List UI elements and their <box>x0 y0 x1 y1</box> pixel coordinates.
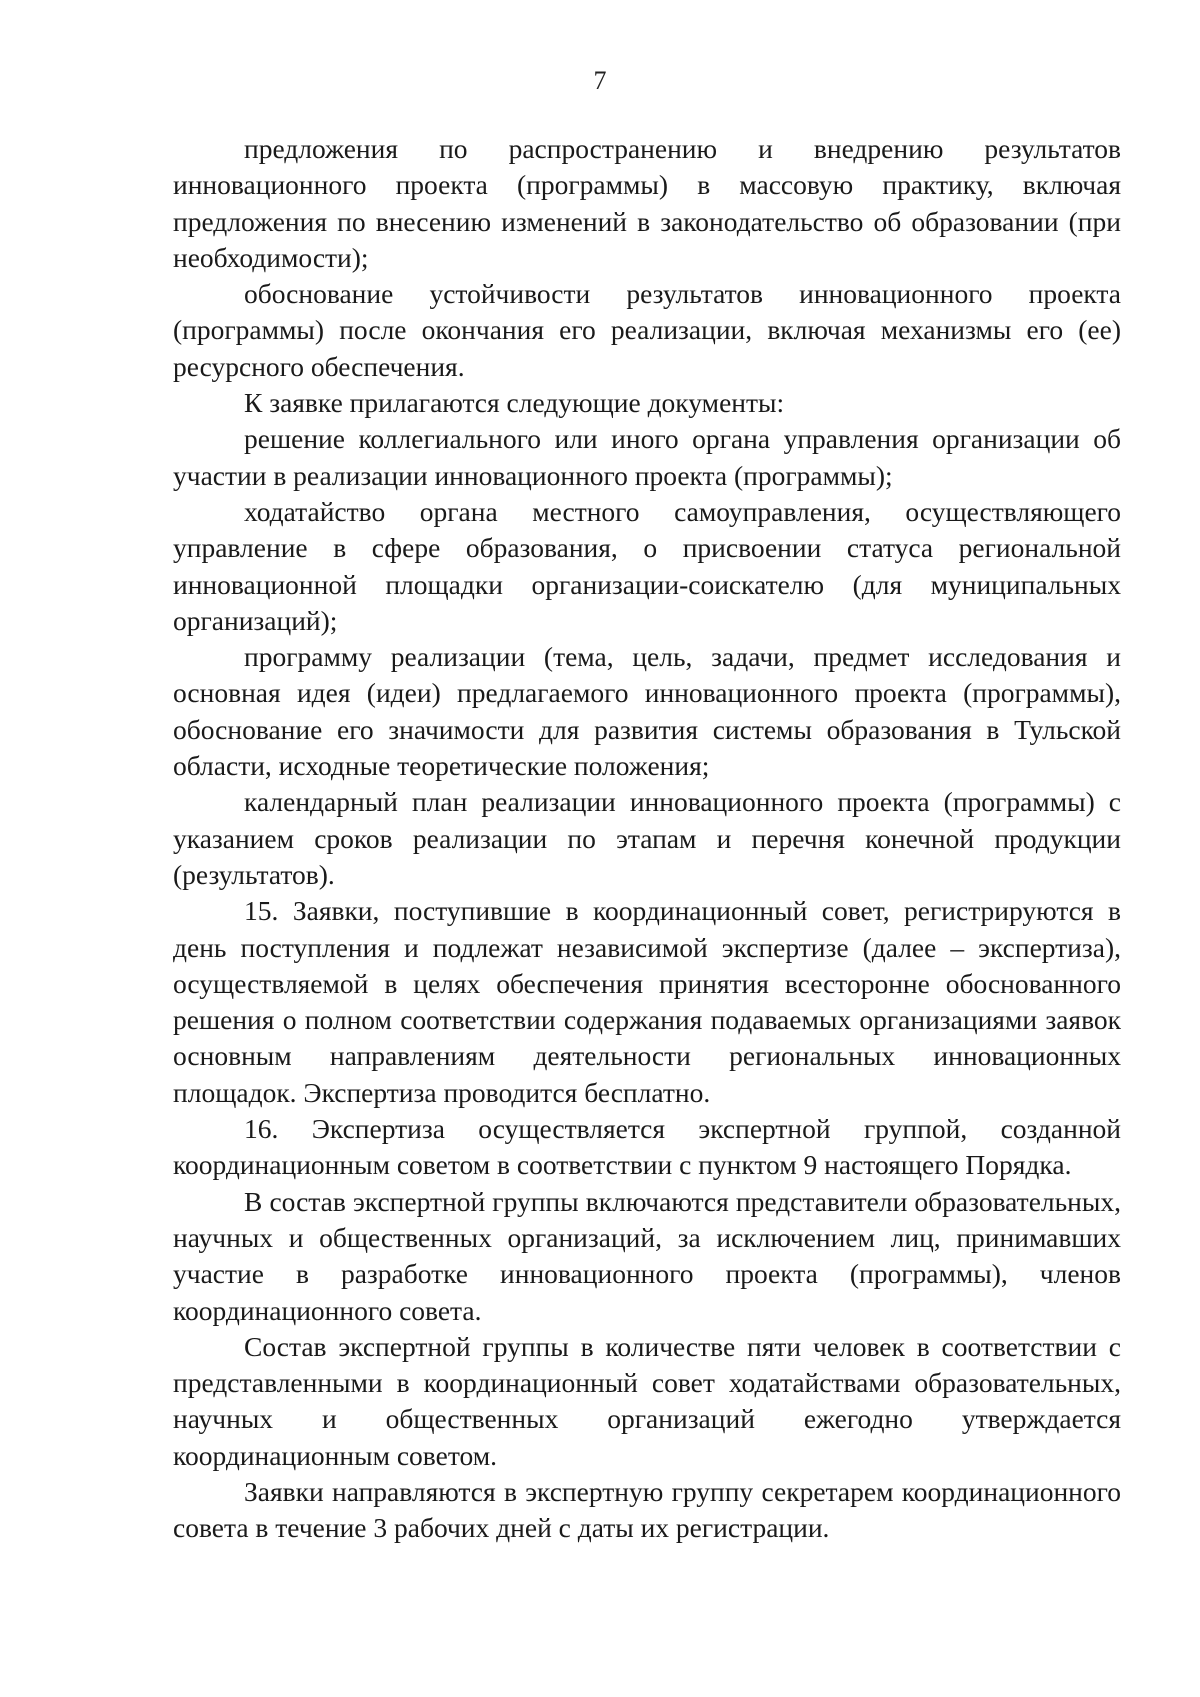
paragraph-item-15: 15. Заявки, поступившие в координационный совет, регистрируются в день поступления и подлежат независимой экспертизе (далее – экспертиза), осуществляемой в целях обеспечения принятия всесторонне обоснованного решения о полном соответствии содержания подаваемых организациями заявок основным направлениям деятельности региональных инновационных площадок. Экспертиза проводится бесплатно. <box>173 895 1121 1108</box>
document-body <box>173 131 1121 1547</box>
paragraph-calendar-plan: календарный план реализации инновационного проекта (программы) с указанием сроков реализации по этапам и перечня конечной продукции (результатов). <box>173 786 1121 890</box>
paragraph-applications-forwarding: Заявки направляются в экспертную группу секретарем координационного совета в течение 3 рабочих дней с даты их регистрации. <box>173 1475 1121 1544</box>
paragraph-item-16: 16. Экспертиза осуществляется экспертной группой, созданной координационным советом в соответствии с пунктом 9 настоящего Порядка. <box>173 1113 1121 1181</box>
paragraph-implementation-program: программу реализации (тема, цель, задачи, предмет исследования и основная идея (идеи) предлагаемого инновационного проекта (программы), обоснование его значимости для развития системы образования в Тульской области, исходные теоретические положения; <box>173 641 1121 782</box>
paragraph-expert-group-approval: Состав экспертной группы в количестве пяти человек в соответствии с представленными в координационный совет ходатайствами образовательных, научных и общественных организаций ежегодно утверждается координационным советом. <box>173 1330 1121 1471</box>
paragraph-proposals-dissemination: предложения по распространению и внедрению результатов инновационного проекта (программы) в массовую практику, включая предложения по внесению изменений в законодательство об образовании (при необходимости); <box>173 133 1121 273</box>
paragraph-collegial-decision: решение коллегиального или иного органа управления организации об участии в реализации инновационного проекта (программы); <box>173 423 1121 491</box>
paragraph-local-authority-petition: ходатайство органа местного самоуправления, осуществляющего управление в сфере образования, о присвоении статуса региональной инновационной площадки организации-соискателю (для муниципальных организаций); <box>173 495 1121 636</box>
paragraph-attached-documents-intro: К заявке прилагаются следующие документы: <box>244 387 785 419</box>
paragraph-expert-group-composition: В состав экспертной группы включаются представители образовательных, научных и общественных организаций, за исключением лиц, принимавших участие в разработке инновационного проекта (программы), членов координационного совета. <box>173 1185 1121 1326</box>
paragraph-sustainability-justification: обоснование устойчивости результатов инновационного проекта (программы) после окончания его реализации, включая механизмы его (ее) ресурсного обеспечения. <box>173 278 1121 382</box>
page-number: 7 <box>593 66 607 95</box>
